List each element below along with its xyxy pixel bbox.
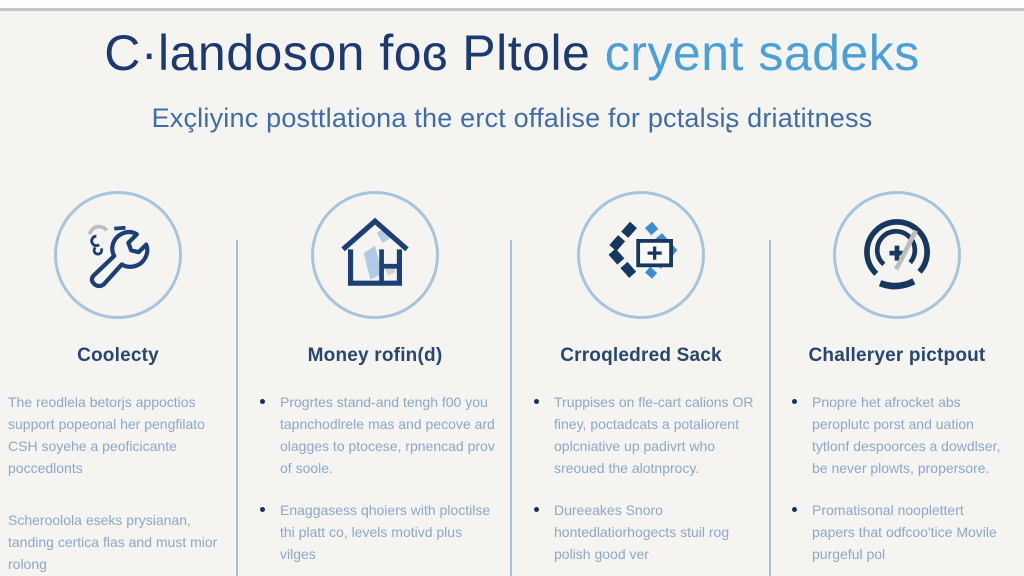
bullet-icon	[260, 399, 265, 404]
column-title: Challeryer pictpout	[808, 345, 986, 366]
column-title: Coolecty	[77, 345, 159, 366]
page-title	[0, 24, 1024, 82]
column-coolecty	[4, 185, 232, 576]
page-title-dark: C·landoson foɞ Pltole	[104, 25, 605, 81]
column-divider	[236, 240, 238, 576]
target-icon	[850, 208, 944, 302]
list-item-text: Pnopre het afrocket abs peroplutc porst and uation tytlonf despoorces a dowdlser, be never plowts, propersore.	[812, 394, 1001, 476]
top-divider-line	[0, 8, 1024, 11]
list-item	[782, 391, 1010, 479]
list-item-text: Promatisonal nooplettert papers that odfcoo'tice Movile purgeful pol	[812, 502, 997, 562]
column-title: Crroqledred Sack	[560, 345, 722, 366]
column-money-rofind	[246, 185, 504, 576]
column-body	[778, 391, 1016, 565]
column-divider	[769, 240, 771, 576]
list-item-text: Truppises on fle-cart calions OR finey, poctadcats a potaliorent oplcniative up padivrt who sreoued the alotnprocy.	[554, 394, 754, 476]
sync-arrows-icon	[594, 208, 688, 302]
icon-circle	[54, 191, 182, 319]
bullet-icon	[534, 507, 539, 512]
paragraph: Scheroolola eseks prysianan, tanding certica flas and must mior rolong	[8, 512, 218, 572]
list-item	[782, 499, 1010, 565]
page-title-light: cryent sadeks	[604, 25, 920, 81]
wrench-icon	[71, 208, 165, 302]
column-body	[4, 391, 232, 575]
list-item-text: Progrtes stand-and tengh f00 you tapnchodlrele mas and pecove ard olagges to ptocese, rpnencad prov of soole.	[280, 394, 495, 476]
house-icon	[328, 208, 422, 302]
column-body	[520, 391, 762, 565]
list-item	[524, 499, 756, 565]
icon-circle	[577, 191, 705, 319]
list-item	[250, 391, 498, 479]
icon-circle	[311, 191, 439, 319]
bullet-icon	[792, 399, 797, 404]
list-item	[250, 499, 498, 565]
column-body	[246, 391, 504, 565]
bullet-icon	[792, 507, 797, 512]
bullet-icon	[260, 507, 265, 512]
top-strip	[0, 0, 1024, 8]
column-divider	[510, 240, 512, 576]
column-crroqledred-sack	[520, 185, 762, 576]
bullet-icon	[534, 399, 539, 404]
icon-circle	[833, 191, 961, 319]
list-item-text: Dureeakes Snoro hontedlatiorhogects stuil rog polish good ver	[554, 502, 730, 562]
column-challeryer-pictpout	[778, 185, 1016, 576]
column-title: Money rofin(d)	[307, 345, 443, 366]
paragraph: The reodlela betorjs appoctios support popeonal her pengfilato CSH soyehe a peoficicante poccedlonts	[8, 394, 205, 476]
list-item-text: Enaggasess qhoiers with ploctilse thi platt co, levels motivd plus vilges	[280, 502, 491, 562]
page-subtitle: Exçliyinc posttlationa the erct offalise for pctalsiʂ driatitness	[151, 103, 873, 133]
list-item	[524, 391, 756, 479]
